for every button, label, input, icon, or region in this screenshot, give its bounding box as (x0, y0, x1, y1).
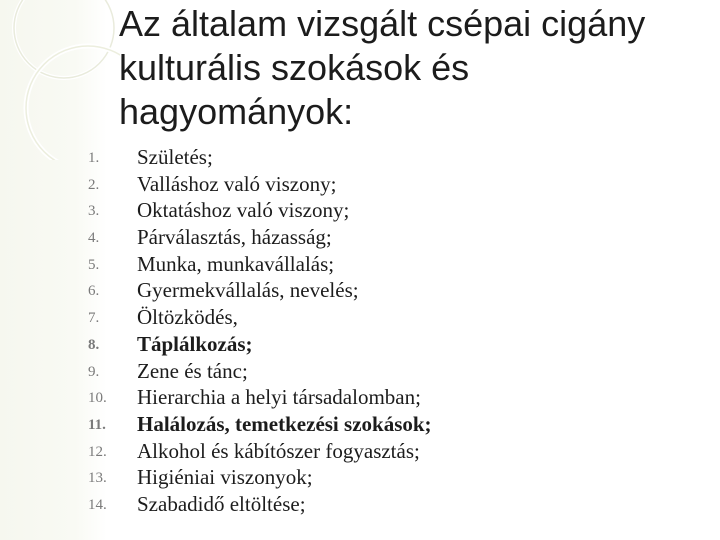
list-item-number: 7. (88, 310, 100, 327)
list-item-text: Halálozás, temetkezési szokások; (137, 411, 432, 436)
list-item-number: 6. (88, 283, 100, 300)
list-item-text: Szabadidő eltöltése; (137, 491, 306, 516)
decorative-circles (0, 0, 120, 160)
list-item-number: 2. (88, 176, 100, 193)
list-item-text: Párválasztás, házasság; (137, 225, 332, 250)
list-item-text: Zene és tánc; (137, 358, 248, 383)
list-item-number: 13. (88, 470, 107, 487)
list-item-number: 4. (88, 230, 100, 247)
list-item-text: Alkohol és kábítószer fogyasztás; (137, 438, 420, 463)
list-item-text: Valláshoz való viszony; (137, 171, 337, 196)
list-item-number: 8. (88, 336, 100, 353)
list-item-text: Gyermekvállalás, nevelés; (137, 278, 359, 303)
slide-title: Az általam vizsgált csépai cigány kulturális szokások és hagyományok: (119, 3, 646, 132)
list-item-number: 11. (88, 416, 106, 433)
list-item-number: 3. (88, 203, 100, 220)
list-item-number: 9. (88, 363, 100, 380)
list-item-text: Hierarchia a helyi társadalomban; (137, 385, 421, 410)
list-item-text: Öltözködés, (137, 305, 238, 330)
list-item-number: 5. (88, 256, 100, 273)
list-item-number: 10. (88, 390, 107, 407)
list-item-text: Oktatáshoz való viszony; (137, 198, 350, 223)
list-item-number: 14. (88, 496, 107, 513)
list-item-text: Munka, munkavállalás; (137, 251, 335, 276)
list-item-text: Születés; (137, 145, 213, 169)
list-item-text: Táplálkozás; (137, 331, 253, 356)
list-item-number: 1. (88, 150, 100, 166)
list-item-number: 12. (88, 443, 107, 460)
list-item-text: Higiéniai viszonyok; (137, 465, 313, 490)
